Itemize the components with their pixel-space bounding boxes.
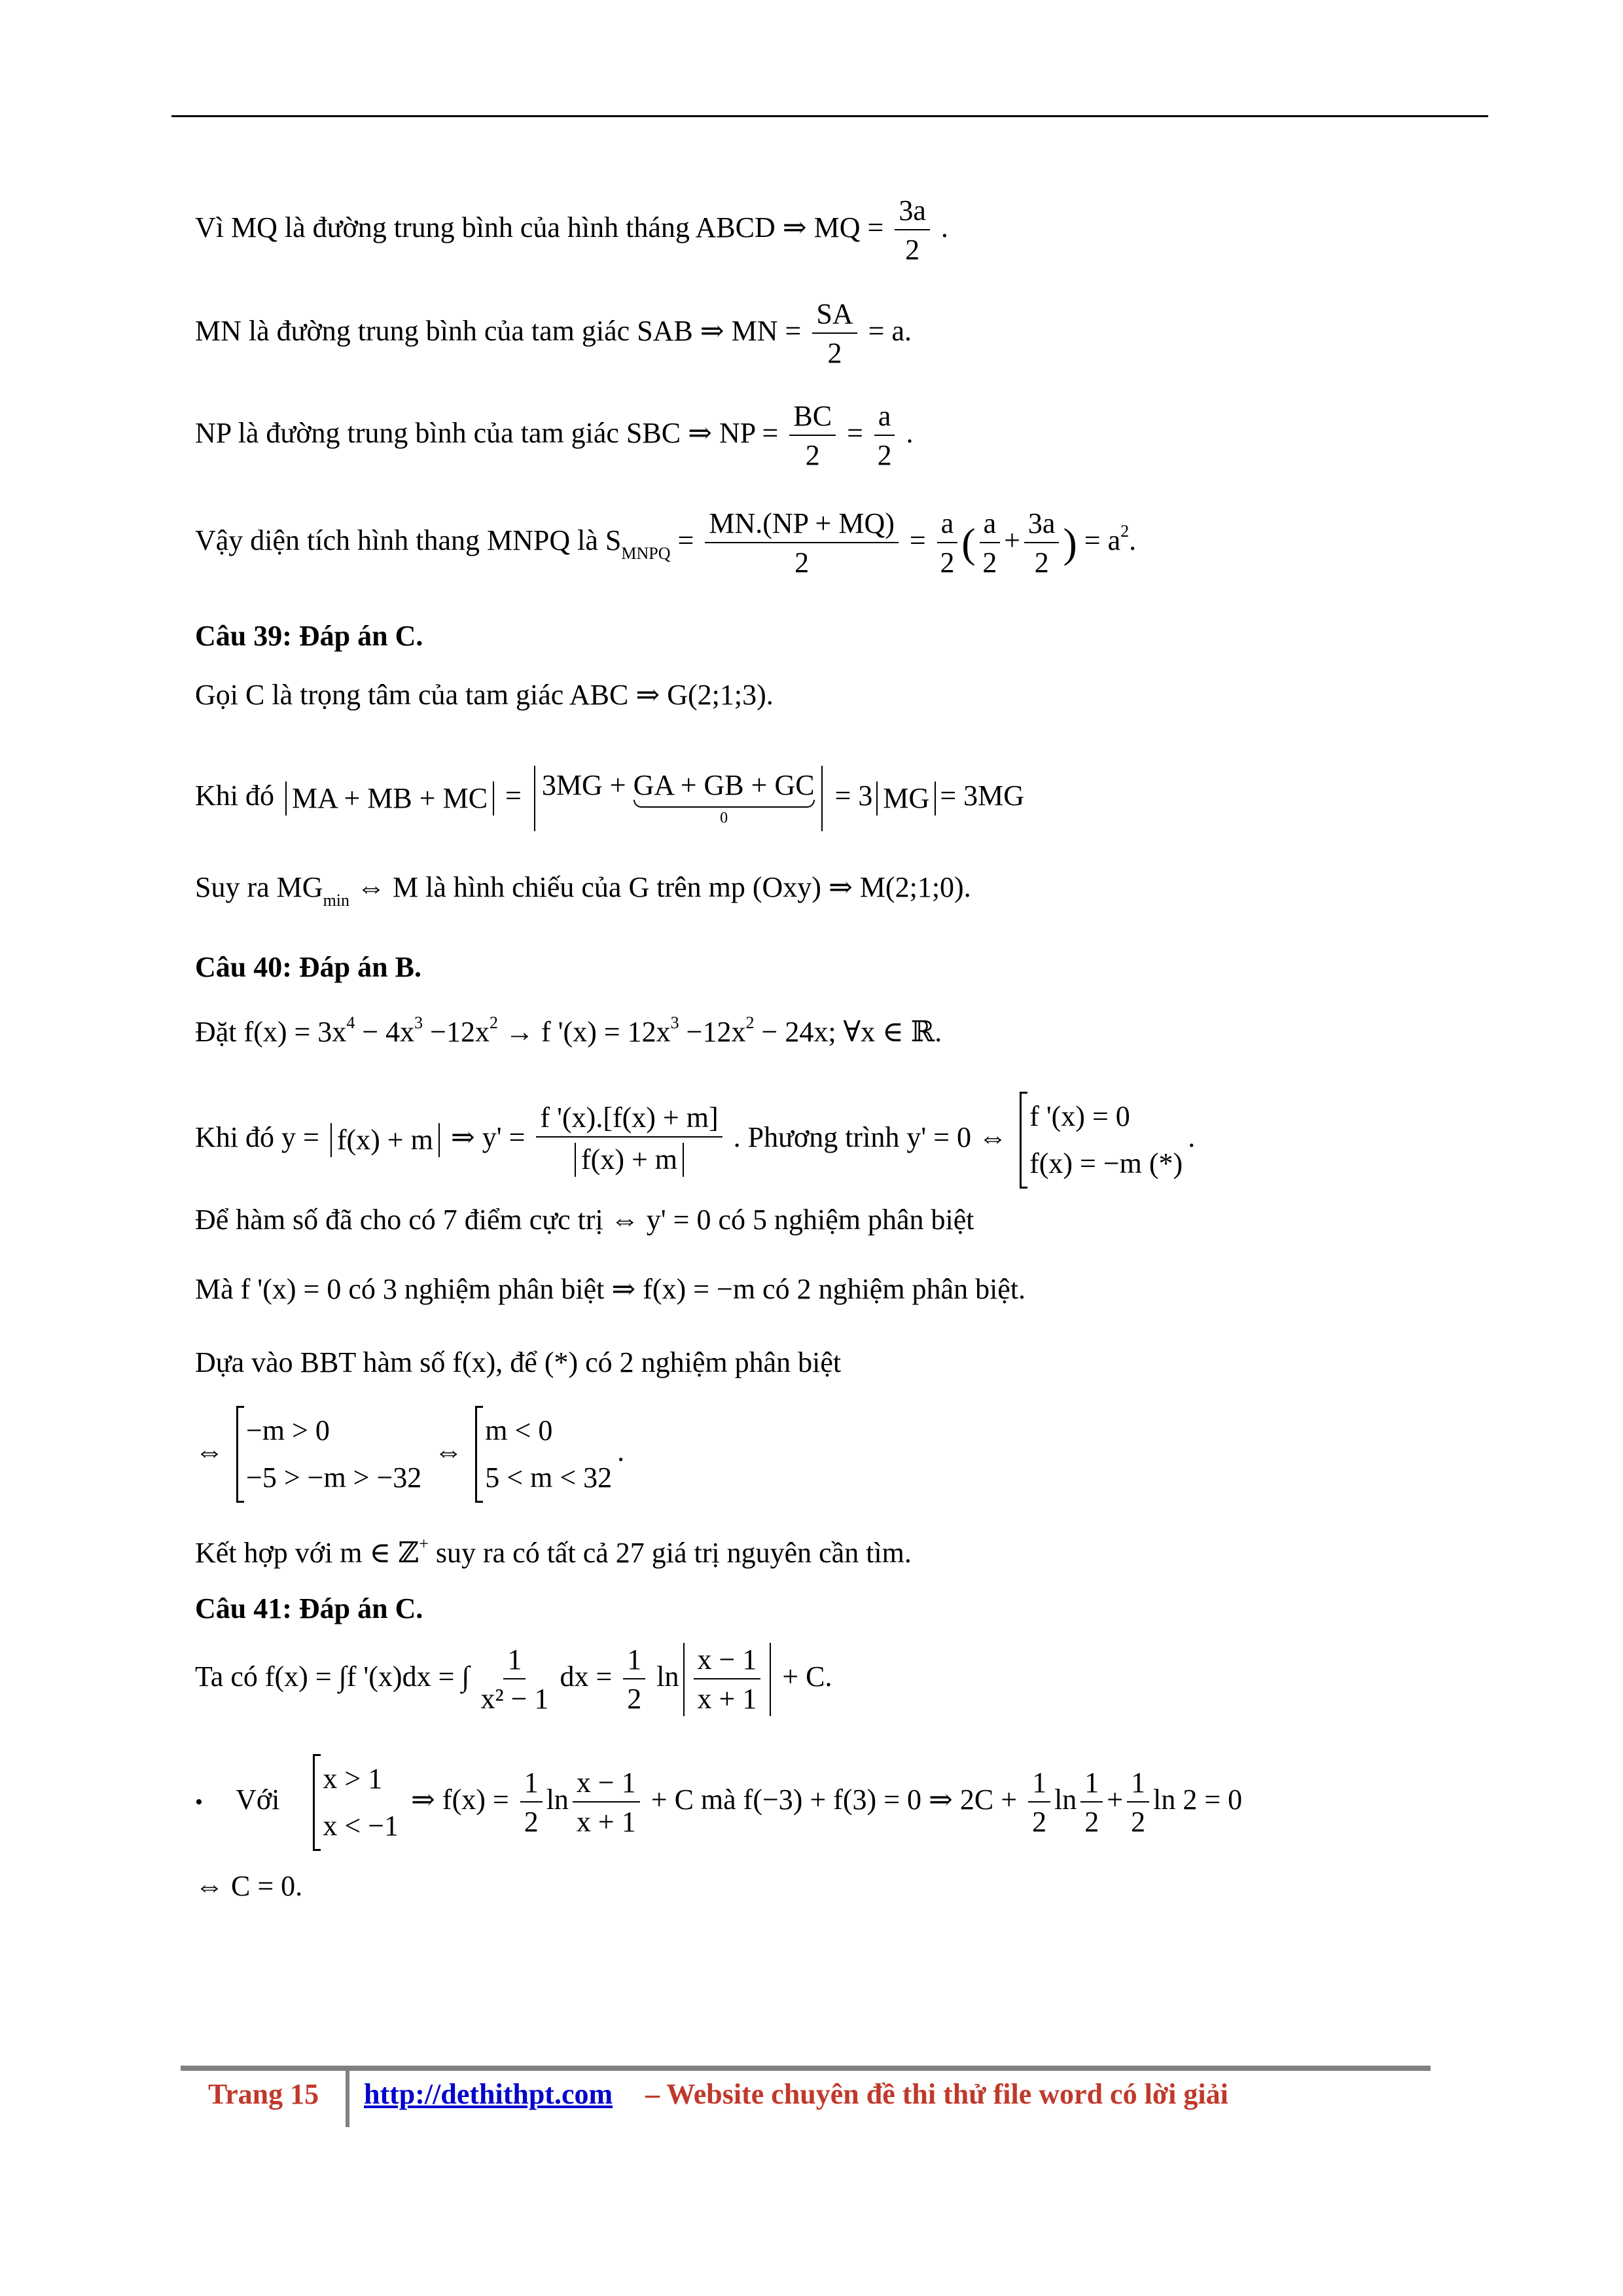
bracket-system: f '(x) = 0 f(x) = −m (*) xyxy=(1020,1092,1183,1189)
website-link[interactable]: http://dethithpt.com xyxy=(364,2078,613,2110)
footer-rule xyxy=(181,2066,1431,2071)
underbrace xyxy=(633,771,815,826)
line-roots: Mà f '(x) = 0 có 3 nghiệm phân biệt ⇒ f(x) = −m có 2 nghiệm phân biệt. xyxy=(195,1273,1026,1305)
line-condition: Để hàm số đã cho có 7 điểm cực trị ⇔ y' = 0 có 5 nghiệm phân biệt xyxy=(195,1204,974,1236)
fraction xyxy=(895,196,930,264)
denominator: 2 xyxy=(877,439,892,471)
bracket-system: x > 1 x < −1 xyxy=(313,1754,399,1851)
top-rule xyxy=(171,115,1488,117)
line-conclusion: Kết hợp với m ∈ ℤ+ suy ra có tất cả 27 giá trị nguyên cần tìm. xyxy=(195,1534,912,1569)
text: Khi đó xyxy=(195,780,274,812)
text: . xyxy=(940,211,948,244)
line-np xyxy=(195,402,913,470)
fraction: $\frac{1}{\text{x² − 1}}$ xyxy=(480,1643,549,1715)
text: . xyxy=(1129,524,1137,557)
equivalent: ⇔ xyxy=(195,1435,224,1468)
fraction xyxy=(937,509,958,577)
text: dx = xyxy=(560,1660,613,1693)
text: 3MG + xyxy=(541,769,626,801)
fraction xyxy=(874,402,895,470)
denominator: 2 xyxy=(794,547,810,579)
line-centroid: Gọi C là trọng tâm của tam giác ABC ⇒ G(2;1;3). xyxy=(195,679,774,711)
equals: = xyxy=(505,780,522,812)
text: Vậy diện tích hình thang MNPQ là S xyxy=(195,524,622,557)
line-c-zero: ⇔ C = 0. xyxy=(195,1870,303,1902)
line-define-f: Đặt $f(x) = 3x^4 - 4x^3 -12x^2 \to f$ '$(x) = 12x^3 -12x^2 - 24x$; ∀x ∈ ℝ. xyxy=(195,1013,942,1048)
text: Vì MQ là đường trung bình của hình tháng ABCD ⇒ MQ = xyxy=(195,211,884,244)
text: ⇔ M là hình chiếu của G trên mp (Oxy) ⇒ M(2;1;0). xyxy=(349,871,971,903)
line-inequalities: ⇔ −m > 0 −5 > −m > −32 ⇔ m < 0 5 < m < 32 . xyxy=(195,1406,624,1503)
numerator: f '(x).[f(x) + m] xyxy=(536,1103,722,1138)
numerator: BC xyxy=(789,402,836,436)
fraction xyxy=(812,300,857,368)
denominator: 2 xyxy=(827,337,842,369)
denominator: f(x) + m xyxy=(575,1143,684,1177)
brace-text: GA + GB + GC xyxy=(633,769,815,801)
fraction xyxy=(705,509,899,577)
vector-abs xyxy=(534,766,823,831)
text: = 3MG xyxy=(940,780,1025,812)
line-case: • Với x > 1 x < −1 ⇒ f(x) = $\frac{1}{2}$ ln $\frac{x - 1}{x + 1}$ + C mà f(−3) + f(3) = 0 ⇒ 2C + $\frac{1}{2}$ ln $\frac{1}{2}$ + $\frac{1}{2}$ ln 2 = 0 xyxy=(195,1754,1242,1851)
numerator: MN.(NP + MQ) xyxy=(705,509,899,543)
fraction xyxy=(980,509,1001,577)
text: = a. xyxy=(868,315,912,348)
line-mn xyxy=(195,300,912,368)
abs-value: f(x) + m xyxy=(330,1123,440,1157)
fraction: $\frac{1}{2}$ xyxy=(623,1645,645,1713)
vector-abs: MA + MB + MC xyxy=(285,781,494,816)
denominator: 2 xyxy=(805,439,820,471)
numerator: a xyxy=(980,509,1001,543)
fraction xyxy=(1024,509,1060,577)
page-number: Trang 15 xyxy=(208,2078,319,2110)
denominator: 2 xyxy=(1034,547,1049,579)
text: MN là đường trung bình của tam giác SAB ⇒ MN = xyxy=(195,315,802,348)
line-vector-sum xyxy=(195,766,1024,831)
bracket-system: −m > 0 −5 > −m > −32 xyxy=(236,1406,421,1503)
numerator: 3a xyxy=(895,196,930,230)
equals: = xyxy=(909,524,926,557)
line-bbt: Dựa vào BBT hàm số f(x), để (*) có 2 nghiệm phân biệt xyxy=(195,1346,842,1378)
text: . xyxy=(906,417,914,450)
line-area: Vậy diện tích hình thang MNPQ là $S_{MNPQ}$ = $\frac{MN.(NP + MQ)}{2}$ = $\frac{a}{2}$ ( $\frac{a}{2}$ + $\frac{3a}{2}$ ) = $a^2$. xyxy=(195,507,1137,579)
fraction xyxy=(789,402,836,470)
text: Với xyxy=(236,1784,280,1816)
text: Khi đó y = xyxy=(195,1121,319,1154)
subscript: MNPQ xyxy=(621,544,671,564)
text: + C. xyxy=(782,1660,832,1693)
numerator: 3a xyxy=(1024,509,1060,543)
line-mq xyxy=(195,196,948,264)
denominator: 2 xyxy=(940,547,955,579)
footer-divider xyxy=(346,2070,349,2127)
equivalent: ⇔ xyxy=(434,1435,463,1468)
text: ln xyxy=(656,1660,679,1693)
vector-abs: MG xyxy=(876,781,936,816)
equals: = xyxy=(677,524,694,557)
text: Ta có f(x) = ∫f '(x)dx = ∫ xyxy=(195,1660,470,1693)
bullet: • xyxy=(195,1790,203,1815)
text: ⇒ y' = xyxy=(450,1121,526,1154)
brace-label: 0 xyxy=(720,810,728,827)
denominator: 2 xyxy=(905,234,920,266)
line-derivative: Khi đó y = f(x) + m ⇒ y' = $\frac{f '(x).[f(x) + m]}{f(x) + m}$ . Phương trình y' = 0 ⇔ f '(x) = 0 f(x) = −m (*) . xyxy=(195,1092,1195,1189)
numerator: a xyxy=(874,402,895,436)
fraction xyxy=(536,1103,722,1177)
equals: = xyxy=(847,417,863,450)
text: = a xyxy=(1084,524,1121,557)
fraction: $\frac{x - 1}{x + 1}$ xyxy=(694,1645,761,1713)
subscript: min xyxy=(323,891,350,910)
superscript: 2 xyxy=(1120,522,1130,541)
numerator: SA xyxy=(812,300,857,334)
heading-cau-40: Câu 40: Đáp án B. xyxy=(195,951,421,983)
plus: + xyxy=(1004,524,1020,557)
equals: = 3 xyxy=(834,780,873,812)
numerator: a xyxy=(937,509,958,543)
heading-cau-39: Câu 39: Đáp án C. xyxy=(195,620,423,652)
text: NP là đường trung bình của tam giác SBC ⇒ NP = xyxy=(195,417,779,450)
line-integral xyxy=(195,1643,832,1716)
text: Suy ra MG xyxy=(195,871,323,903)
bracket-system: m < 0 5 < m < 32 xyxy=(475,1406,612,1503)
text: . Phương trình y' = 0 ⇔ xyxy=(733,1121,1008,1154)
heading-cau-41: Câu 41: Đáp án C. xyxy=(195,1592,423,1624)
denominator: 2 xyxy=(982,547,997,579)
footer-tagline: – Website chuyên đề thi thử file word có lời giải xyxy=(645,2078,1228,2110)
line-mg-min xyxy=(195,873,971,909)
